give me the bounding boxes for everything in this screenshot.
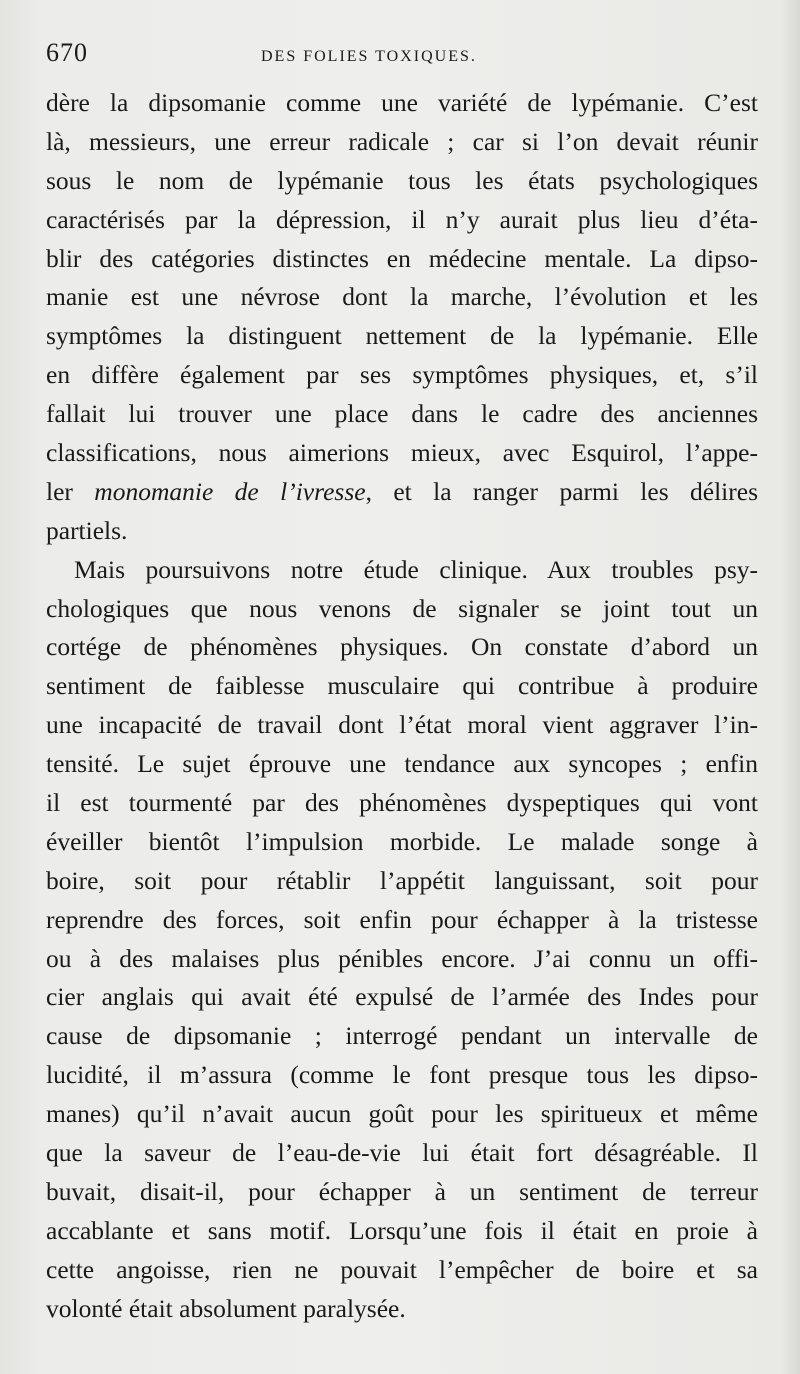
text-line: éveiller bientôt l’impulsion morbide. Le malade songe à [46, 826, 758, 856]
text-line: partiels. [46, 515, 128, 545]
text-line: cause de dipsomanie ; interrogé pendant un intervalle de [46, 1021, 758, 1051]
text-line: blir des catégories distinctes en médecine mentale. La dipso- [46, 243, 758, 273]
text-line: que la saveur de l’eau-de-vie lui était fort désagréable. Il [46, 1138, 758, 1168]
text-line-with-italic [46, 473, 758, 512]
text-line: une incapacité de travail dont l’état moral vient aggraver l’in- [46, 710, 758, 740]
text-line: dère la dipsomanie comme une variété de lypémanie. C’est [46, 88, 758, 117]
text-line: manes) qu’il n’avait aucun goût pour les spiritueux et même [46, 1099, 758, 1129]
text-line: boire, soit pour rétablir l’appétit languissant, soit pour [46, 865, 758, 895]
text-line: cier anglais qui avait été expulsé de l’armée des Indes pour [46, 982, 758, 1012]
text-line: il est tourmenté par des phénomènes dyspeptiques qui vont [46, 788, 758, 818]
text-line: reprendre des forces, soit enfin pour échapper à la tristesse [46, 904, 758, 934]
text-line: volonté était absolument paralysée. [46, 1293, 406, 1323]
text-line: tensité. Le sujet éprouve une tendance aux syncopes ; enfin [46, 749, 758, 779]
text-line: en diffère également par ses symptômes physiques, et, s’il [46, 360, 758, 390]
page-number: 670 [46, 38, 88, 67]
italic-term: monomanie de l’ivresse [94, 476, 366, 506]
text-segment: , et la ranger parmi les délires [365, 476, 758, 506]
text-line: sentiment de faiblesse musculaire qui contribue à produire [46, 671, 758, 701]
text-line: lucidité, il m’assura (comme le font presque tous les dipso- [46, 1060, 758, 1090]
text-line: cortége de phénomènes physiques. On constate d’abord un [46, 632, 758, 662]
text-line: chologiques que nous venons de signaler se joint tout un [46, 593, 758, 623]
text-line: sous le nom de lypémanie tous les états psychologiques [46, 165, 758, 195]
text-line: accablante et sans motif. Lorsqu’une fois il était en proie à [46, 1215, 758, 1245]
text-line: manie est une névrose dont la marche, l’évolution et les [46, 282, 758, 312]
text-line: cette angoisse, rien ne pouvait l’empêcher de boire et sa [46, 1254, 758, 1284]
text-line: fallait lui trouver une place dans le cadre des anciennes [46, 399, 758, 429]
text-line: classifications, nous aimerions mieux, avec Esquirol, l’appe- [46, 438, 758, 468]
text-line: buvait, disait-il, pour échapper à un sentiment de terreur [46, 1176, 758, 1206]
text-line: là, messieurs, une erreur radicale ; car si l’on devait réunir [46, 126, 758, 156]
text-line: caractérisés par la dépression, il n’y aurait plus lieu d’éta- [46, 204, 758, 234]
text-segment: ler [46, 476, 95, 506]
body-text [46, 84, 758, 1329]
page-header [46, 34, 756, 74]
running-head: DES FOLIES TOXIQUES. [261, 48, 477, 65]
text-line: ou à des malaises plus pénibles encore. J’ai connu un offi- [46, 943, 758, 973]
text-line: symptômes la distinguent nettement de la lypémanie. Elle [46, 321, 758, 351]
text-line: Mais poursuivons notre étude clinique. Aux troubles psy- [74, 554, 758, 584]
